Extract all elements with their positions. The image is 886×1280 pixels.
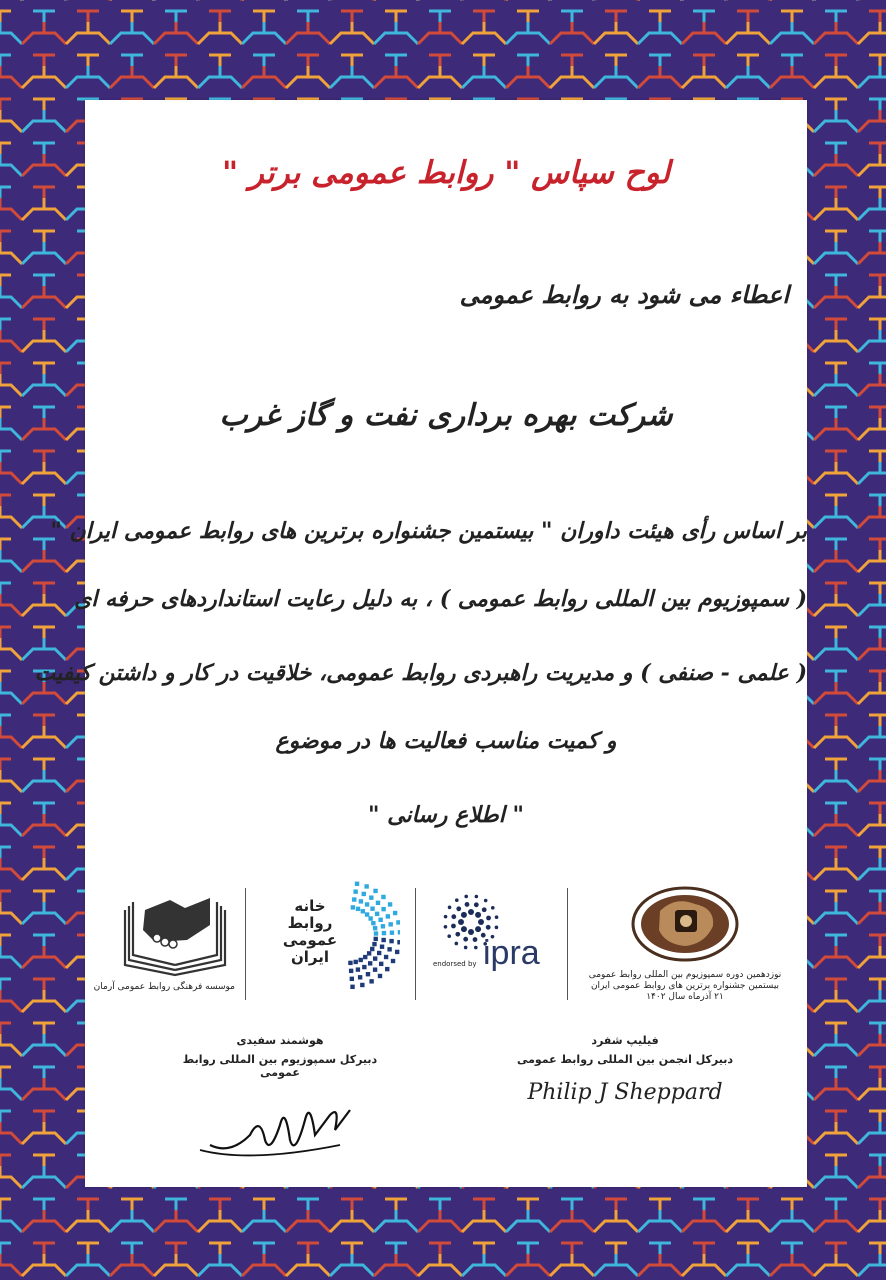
khaneh-dot	[349, 969, 353, 973]
khaneh-dot	[381, 938, 385, 942]
khaneh-dot	[395, 950, 399, 954]
khaneh-dot	[364, 884, 368, 888]
ipra-dot	[475, 926, 481, 932]
khaneh-dot	[374, 937, 378, 941]
khaneh-dot	[387, 947, 391, 951]
khaneh-dot	[373, 967, 377, 971]
grant-line: اعطاء می شود به روابط عمومی	[459, 280, 789, 309]
khaneh-dot	[362, 965, 366, 969]
khaneh-dot	[356, 967, 360, 971]
body-line-2: ( سمپوزیوم بین المللی روابط عمومی ) ، به دلیل رعایت استانداردهای حرفه ای	[74, 586, 807, 612]
khaneh-dot	[368, 961, 372, 965]
khaneh-dot	[370, 947, 374, 951]
ipra-dot	[455, 898, 459, 902]
khaneh-dot	[363, 955, 367, 959]
left-signer-name: هوشمند سفیدی	[236, 1034, 324, 1047]
khaneh-dot	[359, 899, 363, 903]
handshake-book-icon	[115, 880, 235, 980]
logo-divider	[245, 888, 246, 1000]
ipra-dot	[468, 929, 474, 935]
khaneh-dot	[384, 955, 388, 959]
khaneh-dot	[389, 939, 393, 943]
left-handwritten-signature	[190, 1085, 370, 1165]
body-line-1: بر اساس رأی هیئت داوران " بیستمین جشنواره برترین های روابط عمومی ایران "	[50, 518, 807, 544]
body-line-3: ( علمی - صنفی ) و مدیریت راهبردی روابط عمومی، خلاقیت در کار و داشتن کیفیت	[34, 660, 807, 686]
ipra-dot	[455, 932, 460, 937]
ipra-dot	[475, 912, 481, 918]
symposium-caption-1: نوزدهمین دوره سمپوزیوم بین المللی روابط عمومی	[588, 970, 782, 980]
khaneh-dot	[397, 940, 400, 944]
khaneh-dot	[385, 967, 389, 971]
khaneh-dot	[350, 977, 354, 981]
khaneh-dot	[375, 912, 379, 916]
khaneh-dot	[396, 920, 400, 924]
ipra-dot	[458, 919, 464, 925]
khaneh-dot	[374, 931, 378, 935]
khaneh-dot	[360, 983, 364, 987]
company-name: شرکت بهره برداری نفت و گاز غرب	[219, 398, 673, 433]
ipra-dot	[474, 946, 478, 950]
symposium-caption-3: ۲۱ آذرماه سال ۱۴۰۲	[646, 992, 724, 1002]
globe-emblem-icon	[625, 886, 745, 964]
khaneh-dot	[398, 930, 400, 934]
right-handwritten-signature: Philip J Sheppard	[527, 1080, 723, 1105]
ipra-endorsed-label: endorsed by	[433, 960, 477, 968]
right-signer-role: دبیرکل انجمن بین المللی روابط عمومی	[516, 1053, 734, 1066]
khaneh-dot	[352, 897, 356, 901]
khaneh-dot	[378, 918, 382, 922]
ipra-dot	[465, 902, 470, 907]
khaneh-dot	[370, 906, 374, 910]
ipra-dot	[475, 895, 479, 899]
ipra-dot	[447, 934, 451, 938]
khaneh-dot	[379, 962, 383, 966]
ipra-dot	[495, 915, 499, 919]
ipra-dot	[464, 895, 468, 899]
logo-strip	[93, 880, 787, 1010]
logo-divider	[415, 888, 416, 1000]
ipra-dot	[463, 937, 468, 942]
khaneh-dot	[371, 921, 375, 925]
arman-logo	[93, 880, 235, 1005]
khaneh-dot	[373, 889, 377, 893]
khaneh-word-1: خانه	[294, 897, 326, 915]
khaneh-dot	[381, 907, 385, 911]
body-line-5: " اطلاع رسانی "	[368, 802, 524, 828]
khaneh-dot	[393, 911, 397, 915]
khaneh-word-2: روابط	[287, 914, 333, 932]
symposium-caption-2: بیستمین جشنواره برترین های روابط عمومی ایران	[590, 981, 780, 991]
khaneh-dot	[381, 924, 385, 928]
khaneh-dot	[355, 882, 359, 886]
certificate-title: لوح سپاس " روابط عمومی برتر "	[221, 155, 671, 191]
khaneh-dot	[373, 956, 377, 960]
khaneh-dot	[365, 912, 369, 916]
ipra-dot	[468, 909, 474, 915]
khaneh-word-3: عمومی	[282, 931, 338, 949]
right-signature-block	[505, 1034, 745, 1105]
khaneh-logo	[270, 880, 400, 1005]
ipra-dot	[451, 924, 456, 929]
khaneh-dot	[358, 975, 362, 979]
khaneh-dot	[391, 959, 395, 963]
ipra-dot	[455, 942, 459, 946]
ipra-logo	[423, 880, 558, 1005]
khaneh-dot	[362, 892, 366, 896]
ipra-dot	[473, 937, 478, 942]
ipra-dot	[484, 899, 488, 903]
ipra-dot	[448, 906, 452, 910]
ipra-dot	[486, 916, 491, 921]
ipra-dot	[486, 925, 491, 930]
khaneh-dot	[353, 889, 357, 893]
khaneh-dot	[367, 951, 371, 955]
khaneh-dot	[378, 974, 382, 978]
khaneh-dot	[351, 905, 355, 909]
ipra-dot	[461, 912, 467, 918]
ipra-dot	[495, 926, 499, 930]
khaneh-dot	[356, 907, 360, 911]
khaneh-dot	[366, 972, 370, 976]
khaneh-dot	[369, 979, 373, 983]
khaneh-dot	[390, 930, 394, 934]
khaneh-dot	[381, 895, 385, 899]
ipra-dot	[461, 926, 467, 932]
khaneh-dot	[361, 909, 365, 913]
certificate-paper	[34, 100, 807, 1187]
khaneh-dot	[369, 895, 373, 899]
arman-caption: موسسه فرهنگی روابط عمومی آرمان	[93, 982, 235, 992]
ipra-dot	[474, 902, 479, 907]
right-signer-name: فیلیپ شفرد	[591, 1034, 659, 1047]
khaneh-dot	[354, 960, 358, 964]
khaneh-dot	[372, 942, 376, 946]
symposium-logo	[585, 880, 785, 1005]
left-signature-block	[165, 1034, 395, 1169]
left-signer-role: دبیرکل سمپوزیوم بین المللی روابط عمومی	[182, 1053, 378, 1079]
khaneh-dot	[388, 922, 392, 926]
ipra-dot	[482, 907, 487, 912]
khaneh-dot	[350, 985, 354, 989]
khaneh-dot	[377, 951, 381, 955]
khaneh-dot	[376, 901, 380, 905]
khaneh-dot	[359, 958, 363, 962]
khaneh-dot	[386, 914, 390, 918]
khaneh-word-4: ایران	[290, 948, 330, 966]
ipra-dot	[456, 906, 461, 911]
ipra-dot	[491, 906, 495, 910]
khaneh-dot	[380, 945, 384, 949]
ipra-dot	[444, 915, 448, 919]
body-line-4: و کمیت مناسب فعالیت ها در موضوع	[275, 728, 617, 754]
ipra-dot	[444, 925, 448, 929]
ipra-dot	[478, 919, 484, 925]
ipra-dot	[451, 914, 456, 919]
khaneh-dot	[388, 902, 392, 906]
khaneh-dot	[368, 916, 372, 920]
khaneh-dot	[373, 926, 377, 930]
ipra-wordmark: ipra	[483, 934, 540, 972]
khaneh-dot	[382, 931, 386, 935]
khaneh-dot	[365, 902, 369, 906]
ipra-dot	[464, 946, 468, 950]
logo-divider	[567, 888, 568, 1000]
